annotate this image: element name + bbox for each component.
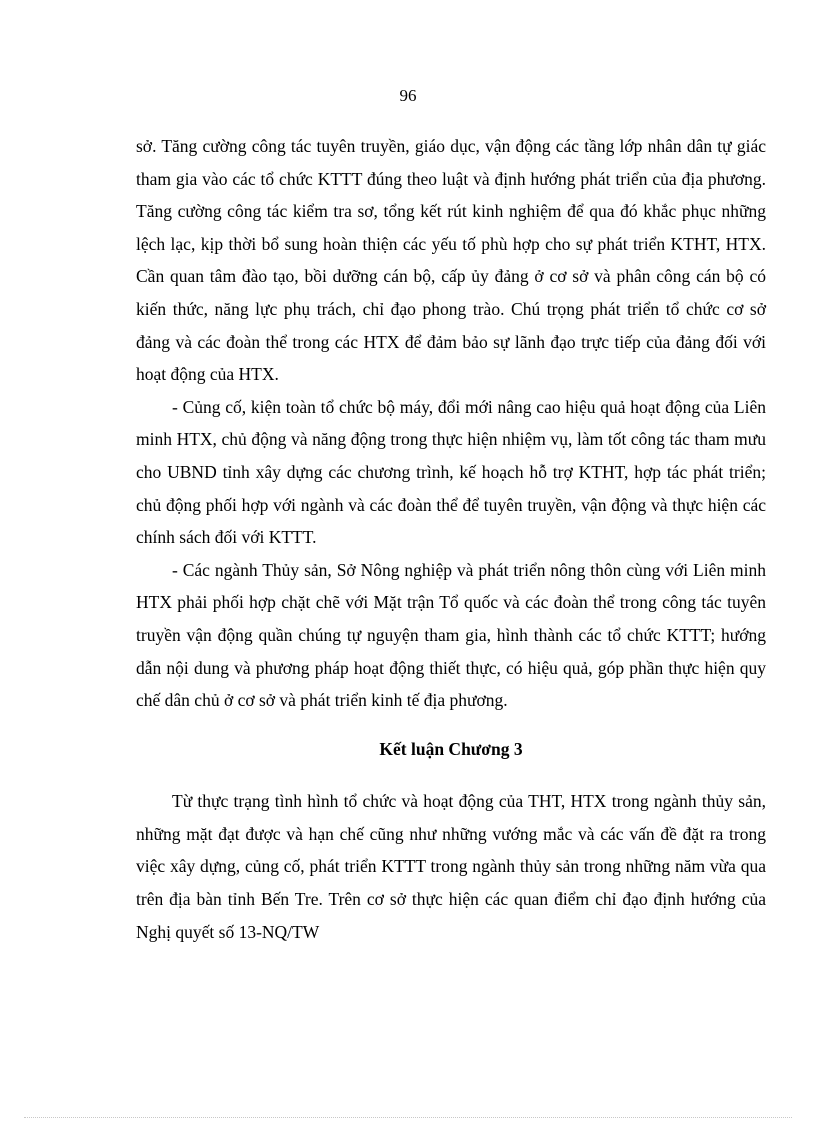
conclusion-paragraph: Từ thực trạng tình hình tổ chức và hoạt động của THT, HTX trong ngành thủy sản, những mặt đạt được và hạn chế cũng như những vướng mắc và các vấn đề đặt ra trong việc xây dựng, củng cố, phát triển KTTT trong ngành thủy sản trong những năm vừa qua trên địa bàn tỉnh Bến Tre. Trên cơ sở thực hiện các quan điểm chỉ đạo định hướng của Nghị quyết số 13-NQ/TW: [136, 791, 766, 942]
page-body: [136, 130, 766, 948]
body-paragraph-3: - Các ngành Thủy sản, Sở Nông nghiệp và phát triển nông thôn cùng với Liên minh HTX phải phối hợp chặt chẽ với Mặt trận Tổ quốc và các đoàn thể trong công tác tuyên truyền vận động quần chúng tự nguyện tham gia, hình thành các tổ chức KTTT; hướng dẫn nội dung và phương pháp hoạt động thiết thực, có hiệu quả, góp phần thực hiện quy chế dân chủ ở cơ sở và phát triển kinh tế địa phương.: [136, 559, 766, 711]
body-paragraph-2: - Củng cố, kiện toàn tổ chức bộ máy, đổi mới nâng cao hiệu quả hoạt động của Liên minh HTX, chủ động và năng động trong thực hiện nhiệm vụ, làm tốt công tác tham mưu cho UBND tỉnh xây dựng các chương trình, kế hoạch hỗ trợ KTHT, hợp tác phát triển; chủ động phối hợp với ngành và các đoàn thể để tuyên truyền, vận động và thực hiện các chính sách đối với KTTT.: [136, 396, 766, 548]
body-paragraph-1: sở. Tăng cường công tác tuyên truyền, giáo dục, vận động các tầng lớp nhân dân tự giác tham gia vào các tổ chức KTTT đúng theo luật và định hướng phát triển của địa phương. Tăng cường công tác kiểm tra sơ, tổng kết rút kinh nghiệm để qua đó khắc phục những lệch lạc, kịp thời bổ sung hoàn thiện các yếu tố phù hợp cho sự phát triển KTHT, HTX. Cần quan tâm đào tạo, bồi dưỡng cán bộ, cấp ủy đảng ở cơ sở và phân công cán bộ có kiến thức, năng lực phụ trách, chỉ đạo phong trào. Chú trọng phát triển tổ chức cơ sở đảng và các đoàn thể trong các HTX để đảm bảo sự lãnh đạo trực tiếp của đảng đối với hoạt động của HTX.: [136, 136, 766, 385]
section-heading: Kết luận Chương 3: [379, 738, 523, 759]
page-bottom-divider: [24, 1117, 792, 1118]
page-number: 96: [399, 86, 417, 105]
